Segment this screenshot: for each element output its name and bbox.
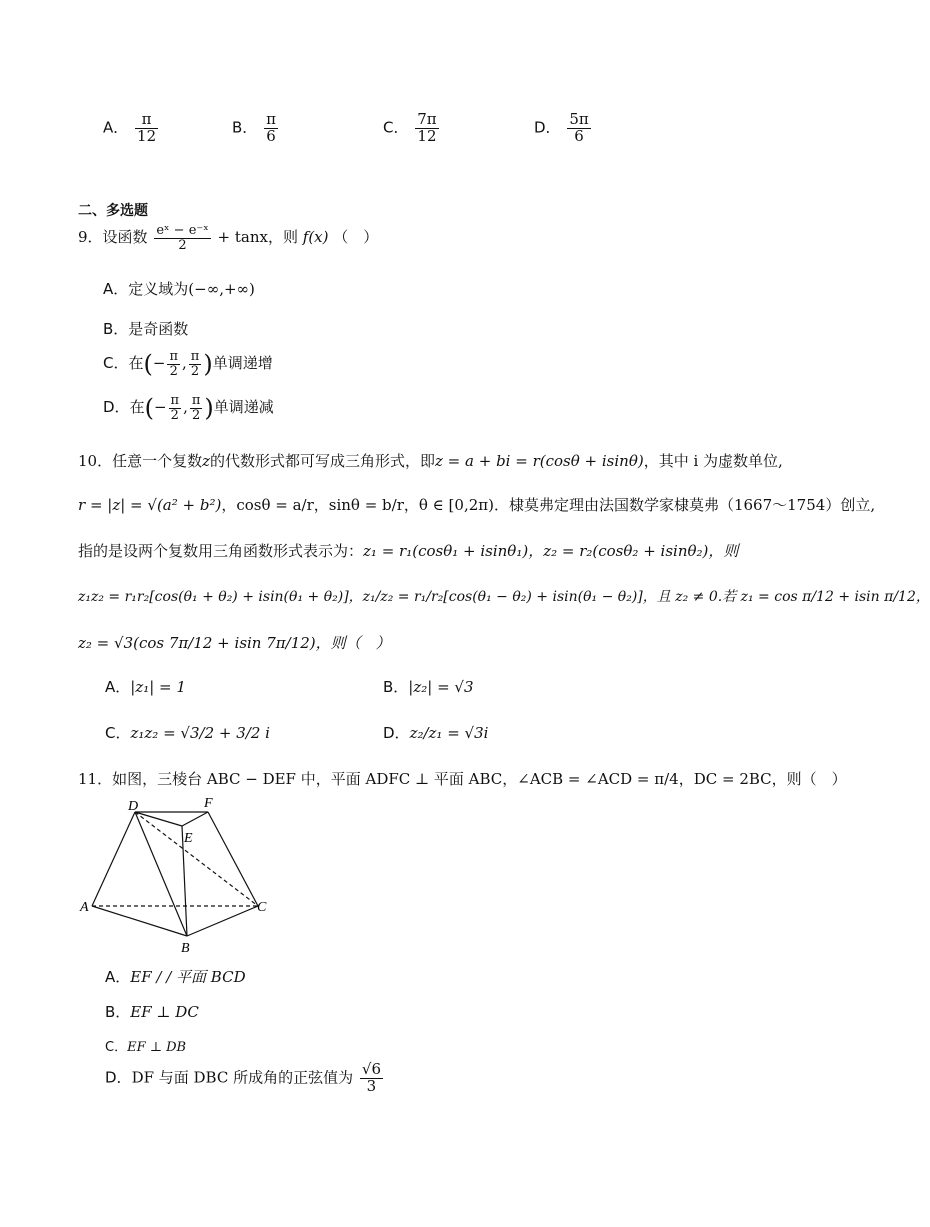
label-C: C — [257, 900, 267, 915]
option-letter: A． — [103, 118, 129, 137]
q11-option-d: D．DF 与面 DBC 所成角的正弦值为 $\frac{√6}{3}$ — [105, 1060, 381, 1095]
fraction: $\frac{\pi}{12}$ — [137, 110, 157, 145]
fraction: $\frac{\text{eˣ − e⁻ˣ}}{2}$ — [156, 223, 209, 253]
q10-line3: 指的是设两个复数用三角函数形式表示为：z₁ = r₁(cosθ₁ + isinθ₁)，z₂ = r₂(cosθ₂ + isinθ₂)，则 — [78, 542, 739, 560]
q8-option-a — [103, 112, 160, 145]
q9-option-b: B．是奇函数 — [103, 320, 189, 338]
q11-option-b: B．EF ⊥ DC — [105, 1003, 199, 1021]
fraction: $\frac{√6}{3}$ — [361, 1060, 381, 1095]
label-A: A — [80, 900, 89, 915]
q8-option-d — [534, 112, 593, 145]
option-letter: D． — [534, 118, 561, 137]
edge-DB — [135, 812, 187, 936]
q9-stem: 9．设函数 $\frac{\text{eˣ − e⁻ˣ}}{2}$ + tanx，则 f(x) （ ） — [78, 223, 379, 253]
q10-option-d: D．z₂/z₁ = √3i — [383, 724, 489, 742]
q10-line1: 10．任意一个复数z的代数形式都可写成三角形式，即z = a + bi = r(cosθ + isinθ)，其中 i 为虚数单位, — [78, 452, 783, 470]
q10-option-b: B．|z₂| = √3 — [383, 678, 474, 696]
edge-AB — [92, 906, 187, 936]
edge-FE — [182, 812, 208, 826]
label-E: E — [184, 831, 193, 846]
option-letter: B． — [232, 118, 258, 137]
label-D: D — [128, 799, 139, 814]
frustum-figure — [80, 796, 280, 961]
q10-option-c: C．z₁z₂ = √3/2 + 3/2 i — [105, 724, 270, 742]
q10-line4: z₁z₂ = r₁r₂[cos(θ₁ + θ₂) + isin(θ₁ + θ₂)]，z₁/z₂ = r₁/r₂[cos(θ₁ − θ₂) + isin(θ₁ − θ₂)]，且 z₂ ≠ 0.若 z₁ = cos π/12 + isin π/12， — [78, 589, 930, 605]
edge-DC-hidden — [135, 812, 258, 906]
q10-line5: z₂ = √3(cos 7π/12 + isin 7π/12)，则（ ） — [78, 634, 391, 652]
edge-DA — [92, 812, 135, 906]
q10-line2: r = |z| = √(a² + b²)，cosθ = a/r，sinθ = b/r，θ ∈ [0,2π)．棣莫弗定理由法国数学家棣莫弗（1667～1754）创立, — [78, 496, 876, 514]
q9-option-c: C．在(− $\frac{\pi}{2}$ , $\frac{\pi}{2}$ )单调递增 — [103, 349, 273, 379]
fraction: $\frac{5\pi}{6}$ — [569, 110, 589, 145]
q11-option-a: A．EF / / 平面 BCD — [105, 968, 246, 986]
q10-option-a: A．|z₁| = 1 — [105, 678, 186, 696]
q8-option-b — [232, 112, 280, 145]
label-B: B — [181, 941, 190, 956]
section-title: 二、多选题 — [78, 203, 148, 219]
q9-option-a: A．定义域为(−∞,+∞) — [103, 280, 255, 298]
q11-stem: 11．如图，三棱台 ABC − DEF 中，平面 ADFC ⊥ 平面 ABC，∠ACB = ∠ACD = π/4，DC = 2BC，则（ ） — [78, 770, 847, 788]
option-letter: C． — [383, 118, 409, 137]
edge-BC — [187, 906, 258, 936]
fraction: $\frac{\pi}{6}$ — [266, 110, 276, 145]
label-F: F — [204, 796, 213, 811]
q8-option-c — [383, 112, 441, 145]
edge-FC — [208, 812, 258, 906]
q9-option-d: D．在(− $\frac{\pi}{2}$ , $\frac{\pi}{2}$ )单调递减 — [103, 393, 274, 423]
edge-DE — [135, 812, 182, 826]
q11-option-c: C．EF ⊥ DB — [105, 1040, 187, 1055]
fraction: $\frac{7\pi}{12}$ — [417, 110, 437, 145]
